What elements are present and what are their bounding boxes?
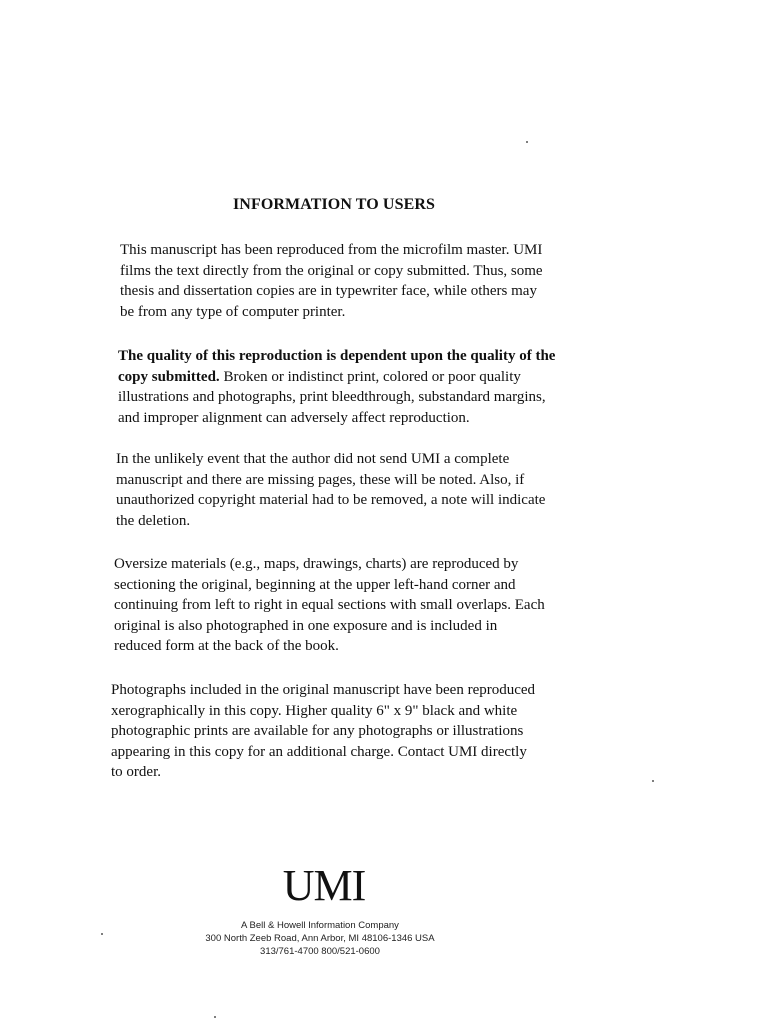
- paragraph-missing-pages-notice: [116, 449, 546, 531]
- text-line: to order.: [111, 764, 161, 780]
- address-street: 300 North Zeeb Road, Ann Arbor, MI 48106-1346 USA: [205, 933, 435, 944]
- text-line: be from any type of computer printer.: [120, 303, 346, 320]
- text-line: photographic prints are available for any photographs or illustrations: [111, 723, 524, 739]
- text-line: and improper alignment can adversely affect reproduction.: [118, 409, 470, 426]
- text-line: continuing from left to right in equal sections with small overlaps. Each: [114, 597, 545, 613]
- bold-lead-text: copy submitted.: [118, 368, 220, 385]
- page-heading: INFORMATION TO USERS: [232, 196, 436, 213]
- publisher-address: [0, 919, 640, 958]
- text-line: appearing in this copy for an additional charge. Contact UMI directly: [111, 743, 527, 760]
- text-line: the deletion.: [116, 512, 191, 529]
- paragraph-quality-notice: [118, 346, 556, 428]
- scan-speck: [214, 1016, 216, 1018]
- text-line: Photographs included in the original manuscript have been reproduced: [111, 682, 536, 698]
- paragraph-photographs-notice: [111, 680, 536, 783]
- address-phone: 313/761-4700 800/521-0600: [260, 946, 380, 957]
- paragraph-oversize-notice: [114, 554, 545, 657]
- text-line: films the text directly from the original or copy submitted. Thus, some: [120, 262, 543, 279]
- umi-logo: UMI: [282, 861, 366, 910]
- text-fragment: Broken or indistinct print, colored or poor quality: [219, 368, 521, 385]
- text-line: unauthorized copyright material had to be removed, a note will indicate: [116, 492, 546, 508]
- text-line: This manuscript has been reproduced from the microfilm master. UMI: [120, 242, 543, 258]
- scan-speck: [101, 933, 103, 935]
- text-line: xerographically in this copy. Higher quality 6" x 9" black and white: [111, 702, 518, 719]
- text-line: reduced form at the back of the book.: [114, 638, 339, 654]
- scan-speck: [526, 141, 528, 143]
- scan-speck: [652, 780, 654, 782]
- text-line: manuscript and there are missing pages, these will be noted. Also, if: [116, 471, 525, 488]
- text-line: thesis and dissertation copies are in typewriter face, while others may: [120, 283, 537, 299]
- bold-lead-text: The quality of this reproduction is dependent upon the quality of the: [118, 348, 556, 364]
- text-line: [118, 367, 543, 388]
- paragraph-microfilm-notice: [120, 240, 545, 322]
- text-line: Oversize materials (e.g., maps, drawings, charts) are reproduced by: [114, 556, 519, 572]
- text-line: illustrations and photographs, print bleedthrough, substandard margins,: [118, 389, 546, 405]
- text-line: In the unlikely event that the author did not send UMI a complete: [116, 451, 510, 467]
- text-line: original is also photographed in one exposure and is included in: [114, 617, 498, 634]
- text-line: sectioning the original, beginning at the upper left-hand corner and: [114, 576, 516, 593]
- address-company: A Bell & Howell Information Company: [241, 920, 399, 931]
